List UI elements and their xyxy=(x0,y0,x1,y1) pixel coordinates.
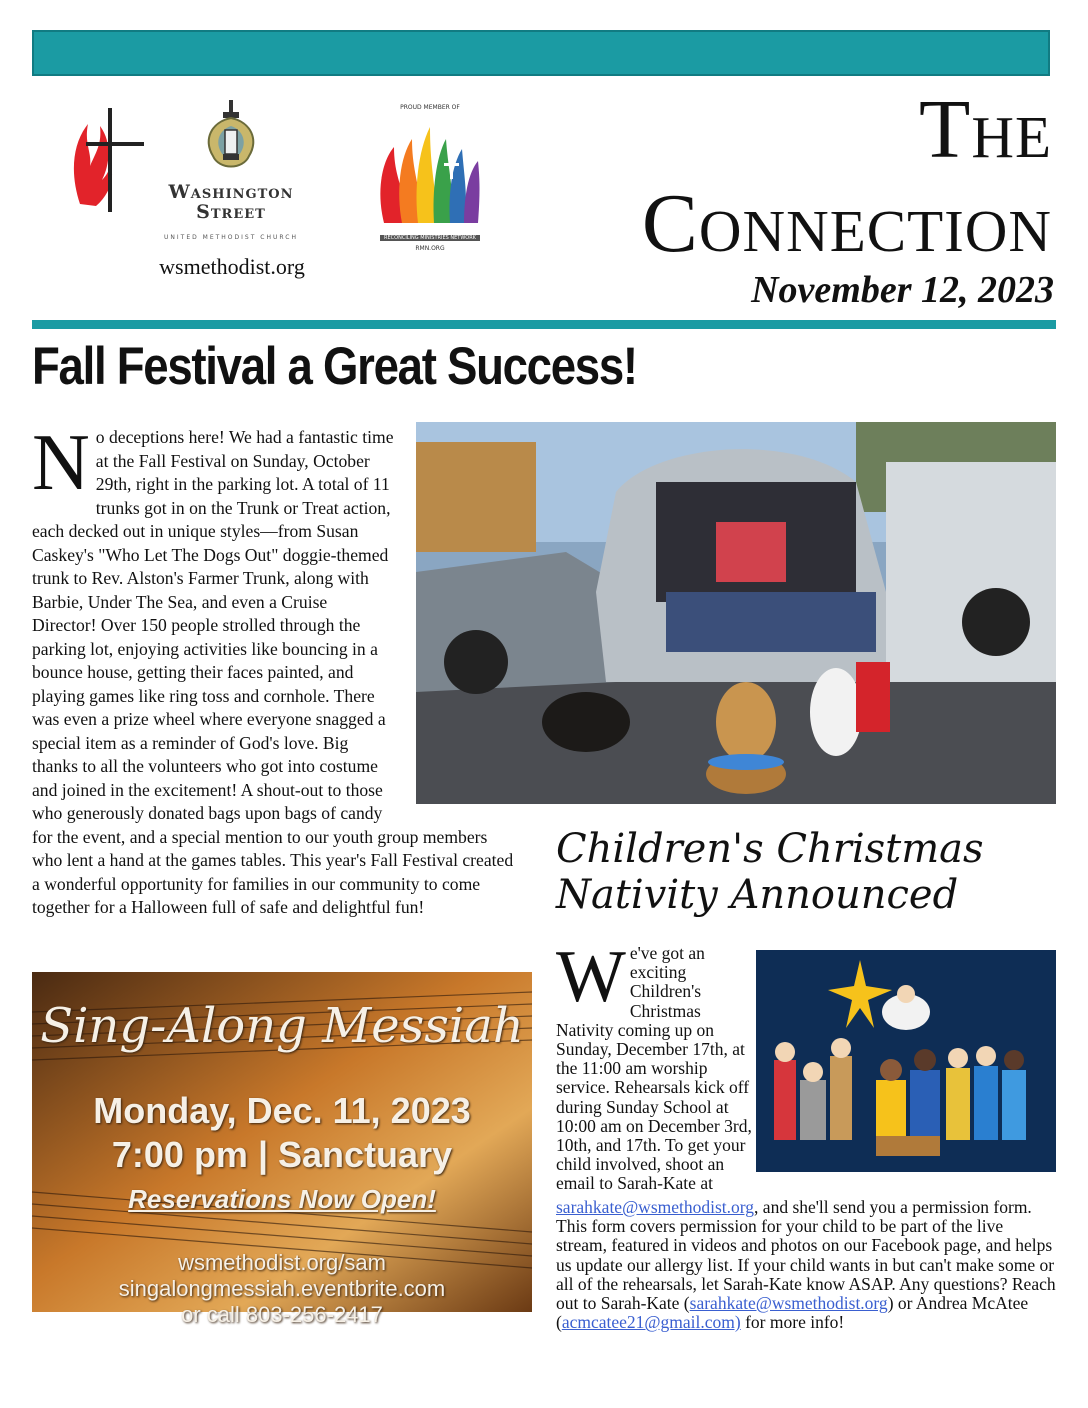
umc-cross-flame-logo xyxy=(66,104,146,216)
flyer-url2: singalongmessiah.eventbrite.com xyxy=(118,1276,446,1301)
sarahkate-email-link[interactable]: sarahkate@wsmethodist.org xyxy=(556,1197,755,1217)
article1-text: o deceptions here! We had a fantastic time at the Fall Festival on Sunday, October 29th, right in the parking lot. A total of 11 trunks got in on the Trunk or Treat action, each decked out in unique styles—from Susan Caskey's "Who Let The Dogs Out" doggie-themed trunk to Rev. Alston's Farmer Trunk, along with Barbie, Under The Sea, and even a Cruise Director! Over 150 people strolled through the parking lot, enjoying activities like bouncing in a bounce house, getting their faces painted, and playing games like ring toss and cornhole. There was even a prize wheel where everyone snagged a special item as a reminder of God's love. Big thanks to all the volunteers who got into costume and joined in the excitement! A shout-out to those who generously donated bags upon bags of candy for the event, and a special mention to our youth group members who lent a hand at the games tables. This year's Fall Festival created a wonderful opportunity for families in our community to come together for a Halloween full of safe and delightful fun! xyxy=(32,427,514,917)
flyer-date: Monday, Dec. 11, 2023 xyxy=(93,1090,471,1131)
top-banner xyxy=(32,30,1050,76)
rmn-network-label: RECONCILING MINISTRIES NETWORK xyxy=(380,235,480,241)
article2-text-mid2: ) or Andrea McAtee ( xyxy=(556,1293,1029,1333)
article1-headline: Fall Festival a Great Success! xyxy=(32,337,637,396)
flyer-time-place: 7:00 pm | Sanctuary xyxy=(111,1134,453,1175)
header-divider xyxy=(32,320,1056,329)
church-name-line1: Washington xyxy=(168,181,294,203)
church-url[interactable]: wsmethodist.org xyxy=(159,254,305,279)
article2-text-start: e've got an exciting Children's Christmas Nativity coming up on Sunday, December 17th, at the 11:00 am worship service. Rehearsals kick off during Sunday School at 10:00 am on December 3rd, 10th, and 17th. To get your child involved, shoot an email to Sarah-Kate at xyxy=(556,943,752,1194)
article2-headline: Children's Christmas Nativity Announced xyxy=(556,826,984,918)
rmn-proud-member: PROUD MEMBER OF xyxy=(400,104,460,111)
article2-dropcap: W xyxy=(556,936,626,1018)
flyer-phone: or call 803-256-2417 xyxy=(181,1302,383,1327)
rainbow-flame-icon xyxy=(374,111,486,231)
acmcatee-email-link[interactable]: acmcatee21@gmail.com) xyxy=(561,1312,741,1333)
article2-text-mid: , and she'll send you a permission form. This form covers permission for your child to be part of the live stream, featured in videos and photos on our Facebook page, and helps us update our allergy list. If your child wants in but can't make some or all of the rehearsals, let Sarah-Kate know ASAP. Any questions? Reach out to Sarah-Kate ( xyxy=(556,1197,1056,1314)
trunk-or-treat-photo xyxy=(416,422,1056,804)
flyer-title: Sing-Along Messiah xyxy=(40,998,524,1054)
sing-along-messiah-flyer[interactable] xyxy=(32,972,532,1327)
masthead-title-line2: Connection xyxy=(641,177,1052,270)
steeple-emblem-icon xyxy=(199,100,263,178)
article2-text-end: for more info! xyxy=(740,1312,845,1333)
flyer-url1: wsmethodist.org/sam xyxy=(178,1250,386,1275)
church-name-line2: Street xyxy=(196,201,266,223)
issue-date: November 12, 2023 xyxy=(751,269,1054,311)
rmn-logo xyxy=(374,104,486,264)
flyer-reservations: Reservations Now Open! xyxy=(128,1184,436,1214)
nativity-illustration xyxy=(756,950,1056,1172)
church-subtitle: UNITED METHODIST CHURCH xyxy=(164,234,298,241)
article1-dropcap: N xyxy=(32,419,90,507)
rmn-url: RMN.ORG xyxy=(415,245,445,252)
sarahkate-email-link-2[interactable]: sarahkate@wsmethodist.org xyxy=(689,1293,888,1314)
masthead-title-line1: The xyxy=(919,83,1052,176)
washington-street-logo xyxy=(146,100,316,250)
